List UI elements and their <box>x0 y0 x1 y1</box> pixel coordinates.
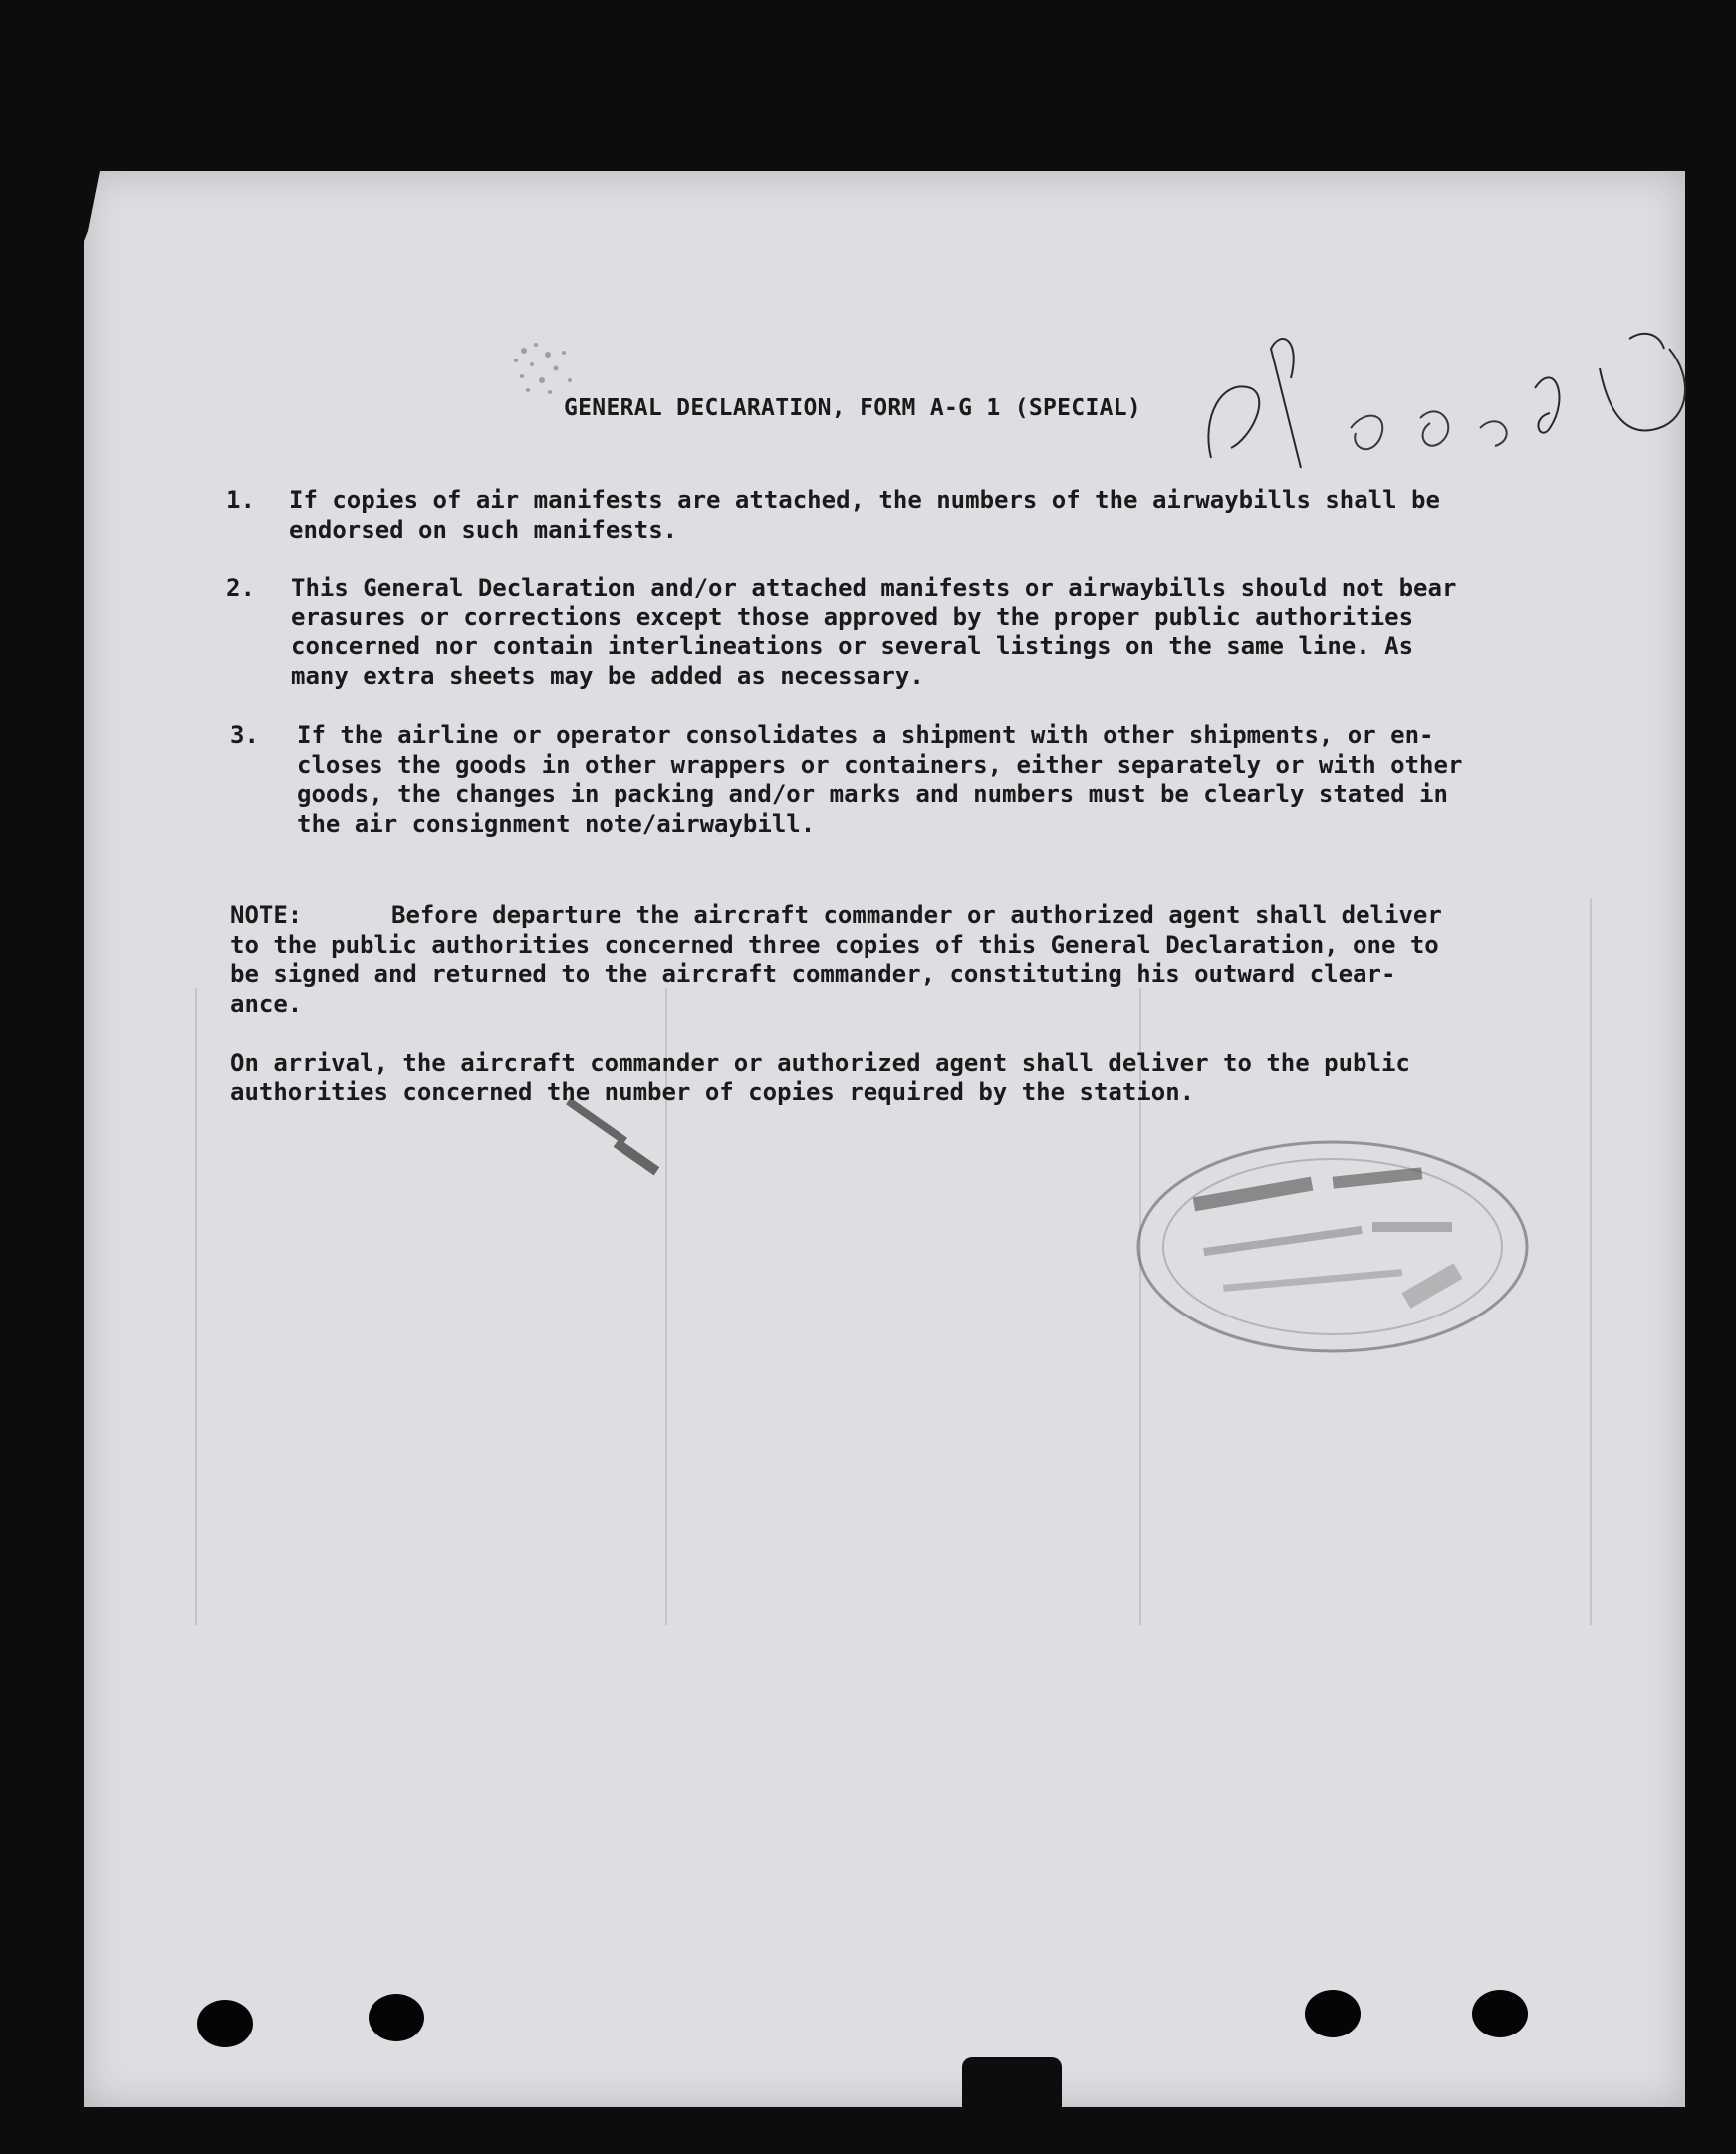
clip-shadow <box>962 2057 1062 2117</box>
text-line: the air consignment note/airwaybill. <box>297 809 816 838</box>
diagonal-stamp-mark <box>552 1097 691 1207</box>
note-text <box>230 901 1634 1019</box>
handwritten-annotation <box>1191 319 1709 478</box>
text-line: Before departure the aircraft commander or authorized agent shall deliver <box>391 901 1442 929</box>
punch-hole <box>197 2000 253 2047</box>
document-page <box>84 171 1685 2107</box>
text-line: erasures or corrections except those approved by the proper public authorities <box>291 602 1414 631</box>
text-line: concerned nor contain interlineations or several listings on the same line. As <box>291 632 1414 660</box>
arrival-text <box>230 1049 1634 1107</box>
text-line: ance. <box>230 989 303 1018</box>
punch-hole <box>1472 1990 1528 2037</box>
torn-corner <box>84 171 124 241</box>
text-line: This General Declaration and/or attached manifests or airwaybills should not bear <box>291 574 1457 601</box>
text-line: many extra sheets may be added as necessary. <box>291 661 924 690</box>
text-line: On arrival, the aircraft commander or authorized agent shall deliver to the public <box>230 1049 1410 1077</box>
text-line: If copies of air manifests are attached, the numbers of the airwaybills shall be <box>289 486 1440 514</box>
punch-hole <box>1305 1990 1361 2037</box>
text-line: endorsed on such manifests. <box>289 515 678 544</box>
text-line: closes the goods in other wrappers or containers, either separately or with other <box>297 750 1463 779</box>
item-number: 1. <box>226 486 255 514</box>
text-line: be signed and returned to the aircraft commander, constituting his outward clear- <box>230 960 1396 988</box>
form-title: GENERAL DECLARATION, FORM A-G 1 (SPECIAL) <box>564 395 1142 421</box>
note-label: NOTE: <box>230 901 303 929</box>
text-line: goods, the changes in packing and/or marks and numbers must be clearly stated in <box>297 780 1448 808</box>
punch-hole <box>369 1994 424 2041</box>
customs-stamp <box>1123 1127 1542 1366</box>
text-line: authorities concerned the number of copies required by the station. <box>230 1077 1195 1106</box>
bleed-through-rule <box>195 988 197 1625</box>
item-2-text <box>291 574 1531 691</box>
item-number: 2. <box>226 574 255 601</box>
text-line: to the public authorities concerned three copies of this General Declaration, one to <box>230 930 1439 959</box>
item-3-text <box>297 721 1542 838</box>
text-line: If the airline or operator consolidates a shipment with other shipments, or en- <box>297 721 1434 749</box>
item-number: 3. <box>230 721 259 749</box>
item-1-text <box>289 486 1531 545</box>
